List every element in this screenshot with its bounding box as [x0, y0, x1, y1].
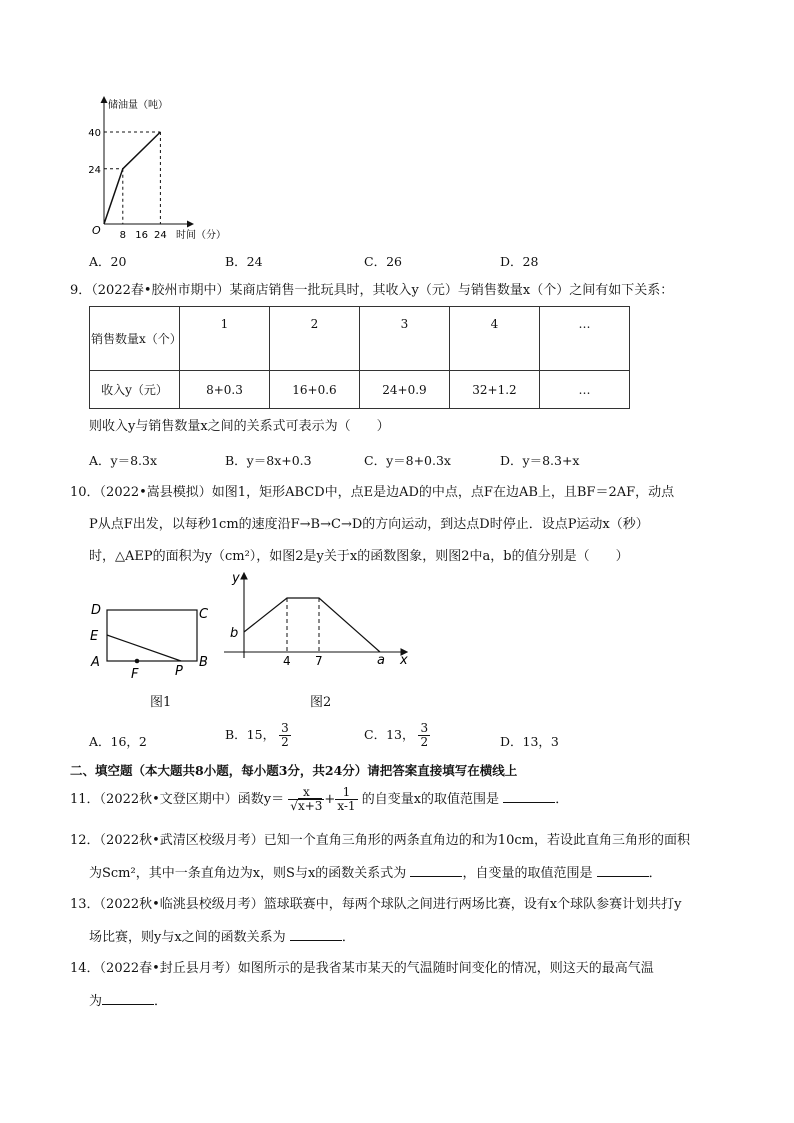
- q10-label-c: C: [199, 607, 209, 622]
- q9-option-c[interactable]: C．y＝8+0.3x: [364, 453, 451, 468]
- q11: 11．（2022秋•文登区期中）函数y＝ $\frac{x}{√x+3}$ + $\frac{1}{x-1}$ 的自变量x的取值范围是 ．: [70, 785, 569, 813]
- q9-cell: 2: [270, 307, 360, 371]
- q9-row1-header: 销售数量x（个）: [90, 307, 180, 371]
- q10-fig1-caption: 图1: [150, 695, 172, 710]
- q13-line2: 场比赛，则y与x之间的函数关系为 ．: [89, 930, 355, 945]
- q10-option-a[interactable]: A．16，2: [89, 734, 147, 749]
- q10-option-b[interactable]: [225, 722, 291, 749]
- q8-option-d[interactable]: D．28: [500, 254, 539, 269]
- q13-line1: 13．（2022秋•临洮县校级月考）篮球联赛中，每两个球队之间进行两场比赛，设有x个球队参赛计划共打y: [70, 897, 682, 912]
- q10-option-d[interactable]: D．13，3: [500, 734, 559, 749]
- q12-answer-blank-1[interactable]: [410, 864, 462, 877]
- q9-row2-header: 收入y（元）: [90, 371, 180, 409]
- q8-xlabel: 时间（分）: [176, 230, 226, 241]
- q9-cell: 4: [450, 307, 540, 371]
- q9-cell: 3: [360, 307, 450, 371]
- q11-fraction-1: $\frac{x}{√x+3}$: [290, 785, 323, 813]
- q10-rectangle: [107, 610, 197, 661]
- q9-cell: 16+0.6: [270, 371, 360, 409]
- q10-option-c[interactable]: [364, 722, 430, 749]
- q14-line1: 14．（2022春•封丘县月考）如图所示的是我省某市某天的气温随时间变化的情况，则这天的最高气温: [70, 961, 654, 976]
- q9-cell: …: [540, 307, 630, 371]
- q8-data-line: [104, 132, 160, 224]
- q10-option-c-fraction: $\frac{3}{2}$: [420, 721, 429, 749]
- q10-fig2-y-label: y: [232, 571, 240, 586]
- q9-cell: 24+0.9: [360, 371, 450, 409]
- q10-label-p: P: [175, 664, 183, 679]
- q8-x-tick-label: 8: [119, 230, 126, 241]
- q9-cell: 32+1.2: [450, 371, 540, 409]
- q10-label-a: A: [91, 655, 100, 670]
- q12-answer-blank-2[interactable]: [597, 864, 649, 877]
- q12-line1: 12．（2022秋•武清区校级月考）已知一个直角三角形的两条直角边的和为10cm，若设此直角三角形的面积: [70, 833, 690, 848]
- q8-option-a[interactable]: A．20: [89, 254, 127, 269]
- q10-line3: 时，△AEP的面积为y（cm²），如图2是y关于x的函数图象，则图2中a，b的值分别是（ ）: [89, 549, 629, 564]
- q10-label-e: E: [90, 629, 99, 644]
- q10-figure2: [220, 566, 420, 672]
- q14-line2: 为 ．: [89, 994, 168, 1009]
- q11-suffix: 的自变量x的取值范围是: [361, 792, 500, 807]
- sqrt-icon: √: [290, 799, 298, 813]
- q9-cell: …: [540, 371, 630, 409]
- q14-answer-blank[interactable]: [102, 992, 154, 1005]
- q11-prefix: 11．（2022秋•文登区期中）函数y＝: [70, 792, 285, 807]
- q9-option-a[interactable]: A．y＝8.3x: [89, 453, 158, 468]
- q9-table: [89, 306, 630, 409]
- q9-cell: 1: [180, 307, 270, 371]
- q10-fig2-x-label: x: [400, 653, 408, 668]
- q10-option-b-text: B．15，: [225, 727, 276, 742]
- q10-fig2-caption: 图2: [310, 695, 332, 710]
- q10-fig2-graph: [244, 598, 380, 652]
- q9-cell: 8+0.3: [180, 371, 270, 409]
- q11-fraction-2: $\frac{1}{x-1}$: [337, 785, 356, 813]
- q10-label-f: F: [131, 667, 139, 682]
- q10-label-d: D: [91, 603, 102, 618]
- q8-x-tick-label: 24: [154, 230, 167, 241]
- q8-option-b[interactable]: B．24: [225, 254, 263, 269]
- q8-y-tick-label: 40: [88, 128, 101, 139]
- q9-option-b[interactable]: B．y＝8x+0.3: [225, 453, 312, 468]
- q10-option-b-fraction: $\frac{3}{2}$: [281, 721, 289, 749]
- q8-origin: O: [92, 224, 101, 237]
- q10-line2: P从点F出发，以每秒1cm的速度沿F→B→C→D的方向运动，到达点D时停止．设点P运动x（秒）: [89, 517, 649, 532]
- q10-fig2-a-label: a: [377, 653, 385, 668]
- q8-y-tick-label: 24: [88, 164, 101, 176]
- q10-fig2-tick-7: 7: [315, 654, 323, 668]
- q9-option-d[interactable]: D．y＝8.3+x: [500, 453, 580, 468]
- q11-answer-blank[interactable]: [503, 790, 555, 803]
- q8-x-tick-label: 16: [135, 230, 148, 241]
- q8-chart: [80, 92, 230, 247]
- q10-fig2-b-label: b: [230, 626, 239, 641]
- q10-line1: 10．（2022•嵩县模拟）如图1，矩形ABCD中，点E是边AD的中点，点F在边AB上，且BF＝2AF，动点: [70, 485, 675, 500]
- q10-fig2-tick-4: 4: [283, 654, 291, 668]
- q8-option-c[interactable]: C．26: [364, 254, 402, 269]
- q9-stem: 9．（2022春•胶州市期中）某商店销售一批玩具时，其收入y（元）与销售数量x（个）之间有如下关系：: [70, 283, 674, 298]
- q10-label-b: B: [199, 655, 208, 670]
- q10-point-f: [135, 659, 140, 664]
- q9-question: 则收入y与销售数量x之间的关系式可表示为（ ）: [89, 419, 390, 434]
- section-2-heading: 二、填空题（本大题共8小题，每小题3分，共24分）请把答案直接填写在横线上: [70, 763, 518, 778]
- q10-segment-ep: [107, 635, 181, 661]
- q8-ylabel: 储油量（吨）: [108, 100, 168, 111]
- q12-line2: 为Scm²，其中一条直角边为x，则S与x的函数关系式为 ，自变量的取值范围是 ．: [89, 866, 662, 881]
- q10-option-c-text: C．13，: [364, 727, 415, 742]
- q13-answer-blank[interactable]: [290, 928, 342, 941]
- q10-figure1: [85, 592, 215, 684]
